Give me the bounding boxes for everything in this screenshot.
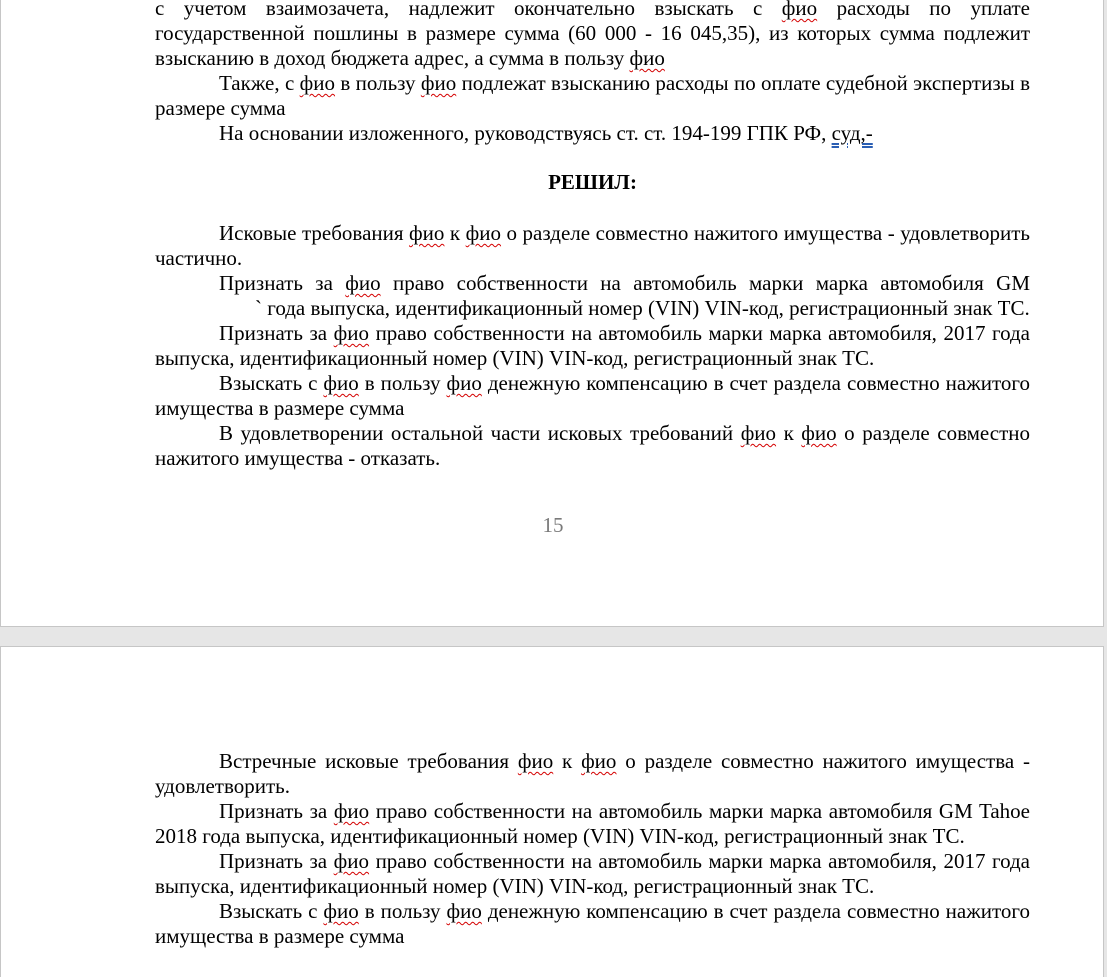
text-run: право собственности на автомобиль марки марка автомобиля GM <box>380 271 1030 295</box>
misspelled-word[interactable]: фио <box>323 371 359 395</box>
text-run: Признать за <box>219 321 334 345</box>
misspelled-word[interactable]: фио <box>629 46 665 70</box>
misspelled-word[interactable]: фио <box>345 271 381 295</box>
paragraph-refusal <box>155 421 1030 471</box>
paragraph-ownership-gm <box>155 271 1030 321</box>
misspelled-word[interactable]: фио <box>465 221 502 245</box>
misspelled-word[interactable]: фио <box>333 849 370 873</box>
text-run: в пользу <box>335 71 421 95</box>
misspelled-word[interactable]: фио <box>446 899 482 923</box>
text-run: Встречные исковые требования <box>219 749 518 773</box>
misspelled-word[interactable]: фио <box>333 799 370 823</box>
text-run: с учетом взаимозачета, надлежит окончательно взыскать с <box>155 0 782 20</box>
misspelled-word[interactable]: фио <box>517 749 554 773</box>
text-run: в пользу <box>358 899 447 923</box>
text-run: На основании изложенного, руководствуясь ст. ст. 194-199 ГПК РФ, <box>219 121 832 145</box>
paragraph-compensation <box>155 899 1030 949</box>
text-run: подлежат взысканию расходы по оплате судебной экспертизы в размере сумма <box>155 71 1031 120</box>
text-run: о разделе совместно нажитого имущества - удовлетворить частично. <box>155 221 1030 270</box>
text-run: право собственности на автомобиль марки марка автомобиля, 2017 года выпуска, идентификационный номер (VIN) VIN-код, регистрационный знак ТС. <box>155 849 1030 898</box>
text-run: право собственности на автомобиль марки марка автомобиля, 2017 года выпуска, идентификационный номер (VIN) VIN-код, регистрационный знак ТС. <box>155 321 1030 370</box>
text-run: Признать за <box>219 799 334 823</box>
text-run: о разделе совместно нажитого имущества - удовлетворить. <box>155 749 1030 798</box>
grammar-flagged-word[interactable]: суд,- <box>831 121 873 145</box>
paragraph-counterclaims <box>155 749 1030 799</box>
misspelled-word[interactable]: фио <box>781 0 818 20</box>
text-run: Взыскать с <box>219 371 324 395</box>
paragraph-ownership-2017 <box>155 849 1030 899</box>
text-run: Признать за <box>219 849 334 873</box>
paragraph-expertise-costs <box>155 71 1030 121</box>
text-run: к <box>444 221 466 245</box>
misspelled-word[interactable]: фио <box>333 321 370 345</box>
text-run: В удовлетворении остальной части исковых требований <box>219 421 741 445</box>
misspelled-word[interactable]: фио <box>740 421 777 445</box>
page-body <box>155 749 1030 949</box>
paragraph-ownership-gm-tahoe <box>155 799 1030 849</box>
text-run: в пользу <box>358 371 447 395</box>
text-run: Исковые требования <box>219 221 410 245</box>
document-page-16 <box>0 646 1104 977</box>
text-run: право собственности на автомобиль марки марка автомобиля GM Tahoe 2018 года выпуска, идентификационный номер (VIN) VIN-код, регистрационный знак ТС. <box>155 799 1030 848</box>
text-run: Взыскать с <box>219 899 324 923</box>
paragraph-legal-basis <box>155 121 1030 146</box>
page-body <box>155 0 1030 471</box>
text-run: к <box>776 421 802 445</box>
misspelled-word[interactable]: фио <box>299 71 336 95</box>
paragraph-claims-partial <box>155 221 1030 271</box>
text-run: денежную компенсацию в счет раздела совместно нажитого имущества в размере сумма <box>155 371 1030 420</box>
paragraph-state-duty <box>155 0 1030 71</box>
misspelled-word[interactable]: фио <box>446 371 482 395</box>
heading-resolved: РЕШИЛ: <box>548 170 637 194</box>
text-run: Признать за <box>219 271 346 295</box>
paragraph-ownership-2017 <box>155 321 1030 371</box>
misspelled-word[interactable]: фио <box>420 71 457 95</box>
text-run: расходы по уплате государственной пошлины в размере сумма (60 000 - 16 045,35), из которых сумма подлежит взысканию в доход бюджета адрес, а сумма в пользу <box>155 0 1030 70</box>
page-number: 15 <box>542 513 564 537</box>
paragraph-compensation <box>155 371 1030 421</box>
misspelled-word[interactable]: фио <box>409 221 445 245</box>
misspelled-word[interactable]: фио <box>801 421 837 445</box>
text-run: ` года выпуска, идентификационный номер (VIN) VIN-код, регистрационный знак ТС. <box>255 296 1030 320</box>
text-run: к <box>553 749 582 773</box>
misspelled-word[interactable]: фио <box>323 899 359 923</box>
misspelled-word[interactable]: фио <box>581 749 617 773</box>
text-run: денежную компенсацию в счет раздела совместно нажитого имущества в размере сумма <box>155 899 1030 948</box>
text-run: Также, с <box>219 71 300 95</box>
text-run: о разделе совместно нажитого имущества - отказать. <box>155 421 1031 470</box>
